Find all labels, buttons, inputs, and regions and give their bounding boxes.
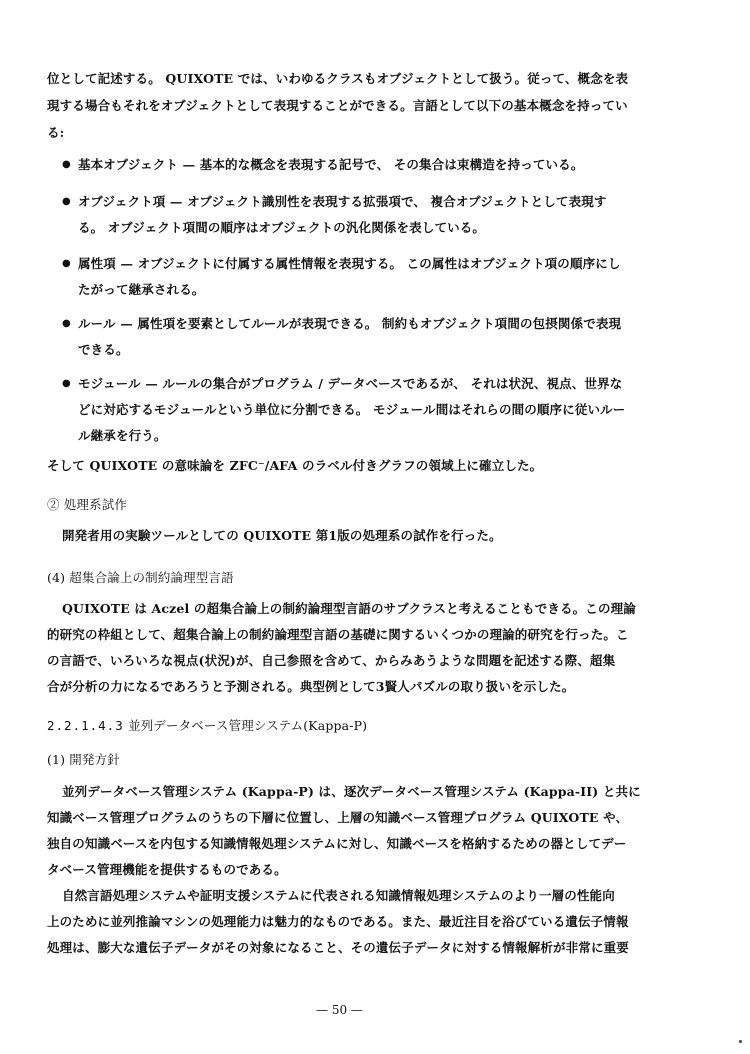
bullet-4-line-1: ルール — 属性項を要素としてルールが表現できる。 制約もオブジェクト項間の包摂関係で表現 [78, 316, 622, 331]
bullet-2-line-2: る。 オブジェクト項間の順序はオブジェクトの汎化関係を表している。 [78, 220, 486, 235]
bullet-2-line-1: オブジェクト項 — オブジェクト識別性を表現する拡張項で、 複合オブジェクトとして表現す [78, 194, 607, 209]
subsection-1-heading: (1) 開発方針 [47, 752, 120, 767]
section-4-line-1: QUIXOTE は Aczel の超集合論上の制約論理型言語のサブクラスと考えることもできる。この理論 [62, 601, 636, 616]
section-2-heading: ② 処理系試作 [47, 497, 128, 512]
semantics-sentence: そして QUIXOTE の意味論を ZFC⁻/AFA のラベル付きグラフの領域上に確立した。 [47, 458, 543, 473]
bullet-icon: ● [62, 196, 71, 207]
section-4-heading: (4) 超集合論上の制約論理型言語 [47, 570, 234, 585]
bullet-5-line-1: モジュール — ルールの集合がプログラム / データベースであるが、 それは状況、視点、世界な [78, 376, 623, 391]
para1-line-4: タベース管理機能を提供するものである。 [47, 862, 287, 877]
section-4-line-4: 合が分析の力になるであろうと予測される。典型例として3賢人パズルの取り扱いを示した。 [47, 679, 575, 694]
bullet-icon: ● [62, 318, 71, 329]
para1-line-1: 並列データベース管理システム (Kappa-P) は、逐次データベース管理システム (Kappa-II) と共に [62, 784, 641, 799]
intro-line-2: 現する場合もそれをオブジェクトとして表現することができる。言語として以下の基本概念を持ってい [47, 98, 628, 113]
bullet-3-line-2: たがって継承される。 [78, 282, 205, 297]
page-number: — 50 — [316, 1003, 363, 1017]
intro-line-1: 位として記述する。 QUIXOTE では、いわゆるクラスもオブジェクトとして扱う。従って、概念を表 [47, 71, 629, 86]
bullet-icon: ● [62, 378, 71, 389]
bullet-4-line-2: できる。 [78, 342, 129, 357]
bullet-icon: ● [62, 159, 71, 170]
para2-line-1: 自然言語処理システムや証明支援システムに代表される知識情報処理システムのより一層の性能向 [62, 888, 615, 903]
bullet-1-line-1: 基本オブジェクト — 基本的な概念を表現する記号で、 その集合は束構造を持っている。 [78, 157, 584, 172]
para1-line-3: 独自の知識ベースを内包する知識情報処理システムに対し、知識ベースを格納するための器としてデー [47, 836, 627, 851]
section-2-text: 開発者用の実験ツールとしての QUIXOTE 第1版の処理系の試作を行った。 [62, 528, 502, 543]
bullet-5-line-2: どに対応するモジュールという単位に分割できる。 モジュール間はそれらの間の順序に従いルー [78, 402, 626, 417]
section-title: 並列データベース管理システム(Kappa-P) [128, 718, 368, 733]
scan-speck [739, 1040, 742, 1043]
section-4-line-3: の言語で、いろいろな視点(状況)が、自己参照を含めて、からみあうような問題を記述する際、超集 [47, 653, 616, 668]
intro-line-3: る: [47, 125, 65, 140]
para2-line-2: 上のために並列推論マシンの処理能力は魅力的なものである。また、最近注目を浴びている遺伝子情報 [47, 914, 629, 929]
bullet-5-line-3: ル継承を行う。 [78, 428, 167, 443]
bullet-icon: ● [62, 258, 71, 269]
para1-line-2: 知識ベース管理プログラムのうちの下層に位置し、上層の知識ベース管理プログラム QUIXOTE や、 [47, 810, 629, 825]
para2-line-3: 処理は、膨大な遺伝子データがその対象になること、その遺伝子データに対する情報解析が非常に重要 [47, 940, 629, 955]
section-4-line-2: 的研究の枠組として、超集合論上の制約論理型言語の基礎に関するいくつかの理論的研究を行った。こ [47, 627, 629, 642]
bullet-3-line-1: 属性項 — オブジェクトに付属する属性情報を表現する。 この属性はオブジェクト項の順序にし [78, 256, 621, 271]
section-number: 2.2.1.4.3 [47, 718, 124, 733]
